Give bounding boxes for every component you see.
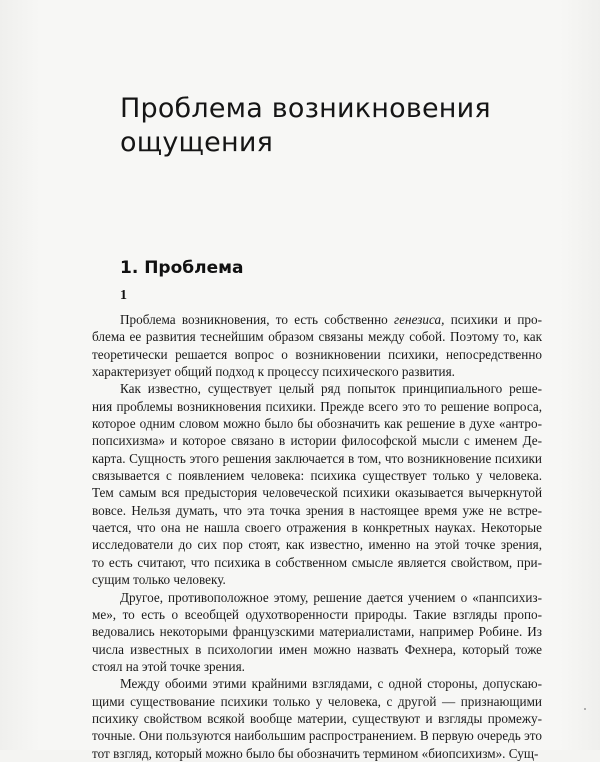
text-line: Между обоими этими крайними взглядами, с одной стороны, допускаю-: [120, 676, 542, 692]
text-line: ния проблемы возникновения психики. Прежде всего это то решение вопроса,: [92, 398, 542, 414]
text-line: ведовались некоторыми французскими материалистами, например Робине. Из: [92, 624, 542, 640]
page-edge-mark: [584, 708, 586, 710]
text-line: тот взгляд, который можно было бы обозначить термином «биопсихизм». Сущ-: [92, 745, 539, 761]
text-line: Проблема возникновения, то есть собственно генезиса, психики и про-: [120, 312, 542, 327]
subsection-number: 1: [120, 288, 127, 303]
text-line: точные. Они пользуются наибольшим распространением. В первую очередь это: [92, 728, 542, 744]
text-line: щими существование психики только у человека, с другой — признающими: [92, 693, 542, 709]
chapter-title: [120, 92, 540, 160]
text-line: попсихизма» и которое связано в истории философской мысли с именем Де-: [92, 433, 542, 449]
paragraph: [92, 675, 542, 762]
text-line: Как известно, существует целый ряд попыток принципиального реше-: [120, 381, 542, 397]
text-line: которое одним словом можно было бы обозначить как решение в духе «антро-: [92, 416, 542, 432]
text-line: психику свойством всякой вообще материи, существуют и взгляды промежу-: [92, 710, 542, 726]
text-line: ме», то есть о всеобщей одухотворенности природы. Такие взгляды пропо-: [92, 606, 542, 622]
paragraph: [92, 589, 542, 676]
section-heading: 1. Проблема: [120, 258, 244, 278]
chapter-title-line-2: ощущения: [120, 127, 274, 158]
text-line: сущим только человеку.: [92, 572, 226, 588]
text-line: чается, что она не нашла своего отражения в конкретных науках. Некоторые: [92, 520, 542, 536]
body-text: [92, 311, 542, 762]
text-line: стоял на этой точке зрения.: [92, 658, 245, 674]
text-line: то есть считают, что психика в собственном смысле является свойством, при-: [92, 554, 542, 570]
paragraph: [92, 380, 542, 588]
emphasis: генезиса,: [394, 312, 445, 327]
text-line: теоретически решается вопрос о возникновении психики, непосредственно: [92, 346, 542, 362]
text-line: характеризует общий подход к процессу психического развития.: [92, 364, 455, 380]
text-line: Тем самым вся предыстория человеческой психики оказывается вычеркнутой: [92, 485, 542, 501]
text-line: связывается с появлением человека: психика существует только у человека.: [92, 468, 542, 484]
chapter-title-line-1: Проблема возникновения: [120, 93, 491, 124]
text-line: блема ее развития теснейшим образом связаны между собой. Поэтому то, как: [92, 329, 542, 345]
text-line: вовсе. Нельзя думать, что эта точка зрения в настоящее время уже не встре-: [92, 502, 542, 518]
text-line: карта. Сущность этого решения заключается в том, что возникновение психики: [92, 450, 542, 466]
text-line: Другое, противоположное этому, решение дается учением о «панпсихиз-: [120, 589, 542, 605]
text-line: числа известных в психологии имен можно назвать Фехнера, который тоже: [92, 641, 542, 657]
paragraph: [92, 311, 542, 380]
text-line: исследователи до сих пор стоят, как известно, именно на этой точке зрения,: [92, 537, 542, 553]
